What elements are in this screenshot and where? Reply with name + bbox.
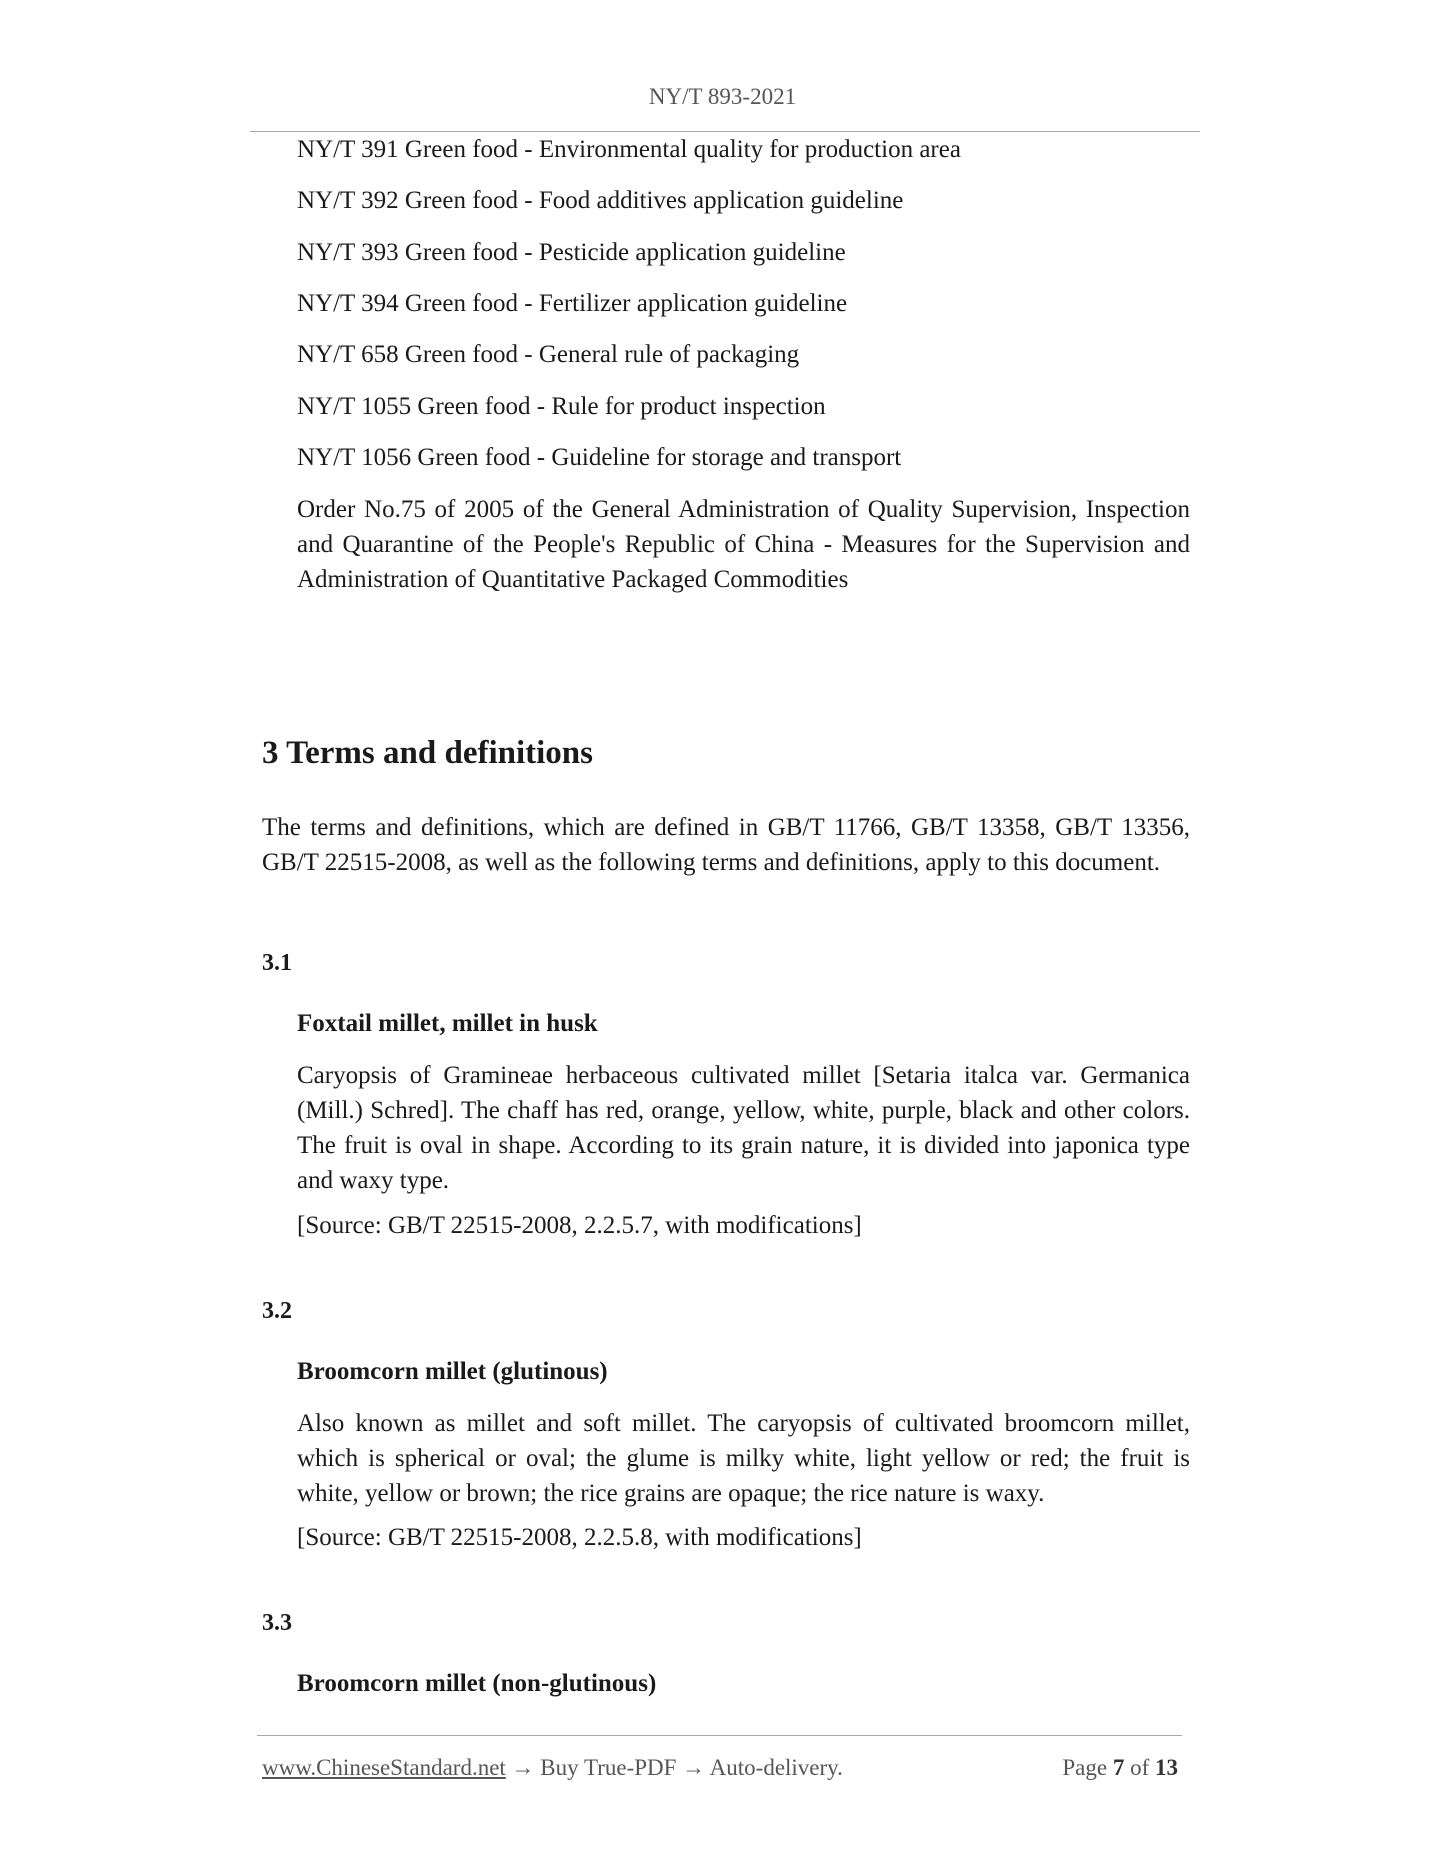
page-label: Page: [1062, 1755, 1108, 1780]
term-number: 3.1: [262, 950, 292, 976]
footer-divider: [257, 1735, 1182, 1736]
term-source: [Source: GB/T 22515-2008, 2.2.5.7, with modifications]: [297, 1212, 862, 1239]
page-current: 7: [1112, 1755, 1125, 1780]
promo-text: → Buy True-PDF → Auto-delivery.: [505, 1755, 843, 1780]
reference-item: NY/T 1055 Green food - Rule for product inspection: [297, 393, 826, 420]
term-title: Foxtail millet, millet in husk: [297, 1010, 598, 1037]
reference-item: NY/T 1056 Green food - Guideline for storage and transport: [297, 444, 902, 471]
term-definition: Caryopsis of Gramineae herbaceous cultivated millet [Setaria italca var. Germanica (Mill.) Schred]. The chaff has red, orange, yellow, white, purple, black and other colors. The fruit is oval in shape. According to its grain nature, it is divided into japonica type and waxy type.: [297, 1062, 1190, 1194]
term-number: 3.2: [262, 1298, 292, 1324]
site-link[interactable]: www.ChineseStandard.net: [262, 1755, 506, 1780]
reference-item: NY/T 391 Green food - Environmental quality for production area: [297, 136, 961, 163]
reference-item: NY/T 393 Green food - Pesticide application guideline: [297, 239, 846, 266]
footer-promo: [262, 1755, 843, 1781]
term-title: Broomcorn millet (glutinous): [297, 1358, 608, 1385]
reference-item: NY/T 658 Green food - General rule of packaging: [297, 341, 800, 368]
reference-item: NY/T 394 Green food - Fertilizer application guideline: [297, 290, 848, 317]
page-of: of: [1130, 1755, 1150, 1780]
section-heading: 3 Terms and definitions: [262, 735, 593, 771]
reference-item: NY/T 392 Green food - Food additives application guideline: [297, 187, 904, 214]
page-indicator: [1062, 1755, 1178, 1781]
term-number: 3.3: [262, 1610, 292, 1636]
document-id-header: NY/T 893-2021: [648, 84, 797, 109]
term-definition: Also known as millet and soft millet. The caryopsis of cultivated broomcorn millet, which is spherical or oval; the glume is milky white, light yellow or red; the fruit is white, yellow or brown; the rice grains are opaque; the rice nature is waxy.: [297, 1410, 1190, 1507]
term-title: Broomcorn millet (non-glutinous): [297, 1670, 657, 1697]
term-source: [Source: GB/T 22515-2008, 2.2.5.8, with modifications]: [297, 1524, 862, 1551]
page-total: 13: [1155, 1755, 1178, 1780]
reference-item-order: Order No.75 of 2005 of the General Administration of Quality Supervision, Inspection and Quarantine of the People's Republic of China - Measures for the Supervision and Administration of Quantitative Packaged Commodities: [297, 496, 1190, 593]
section-intro: The terms and definitions, which are defined in GB/T 11766, GB/T 13358, GB/T 13356, GB/T 22515-2008, as well as the following terms and definitions, apply to this document.: [262, 814, 1190, 876]
